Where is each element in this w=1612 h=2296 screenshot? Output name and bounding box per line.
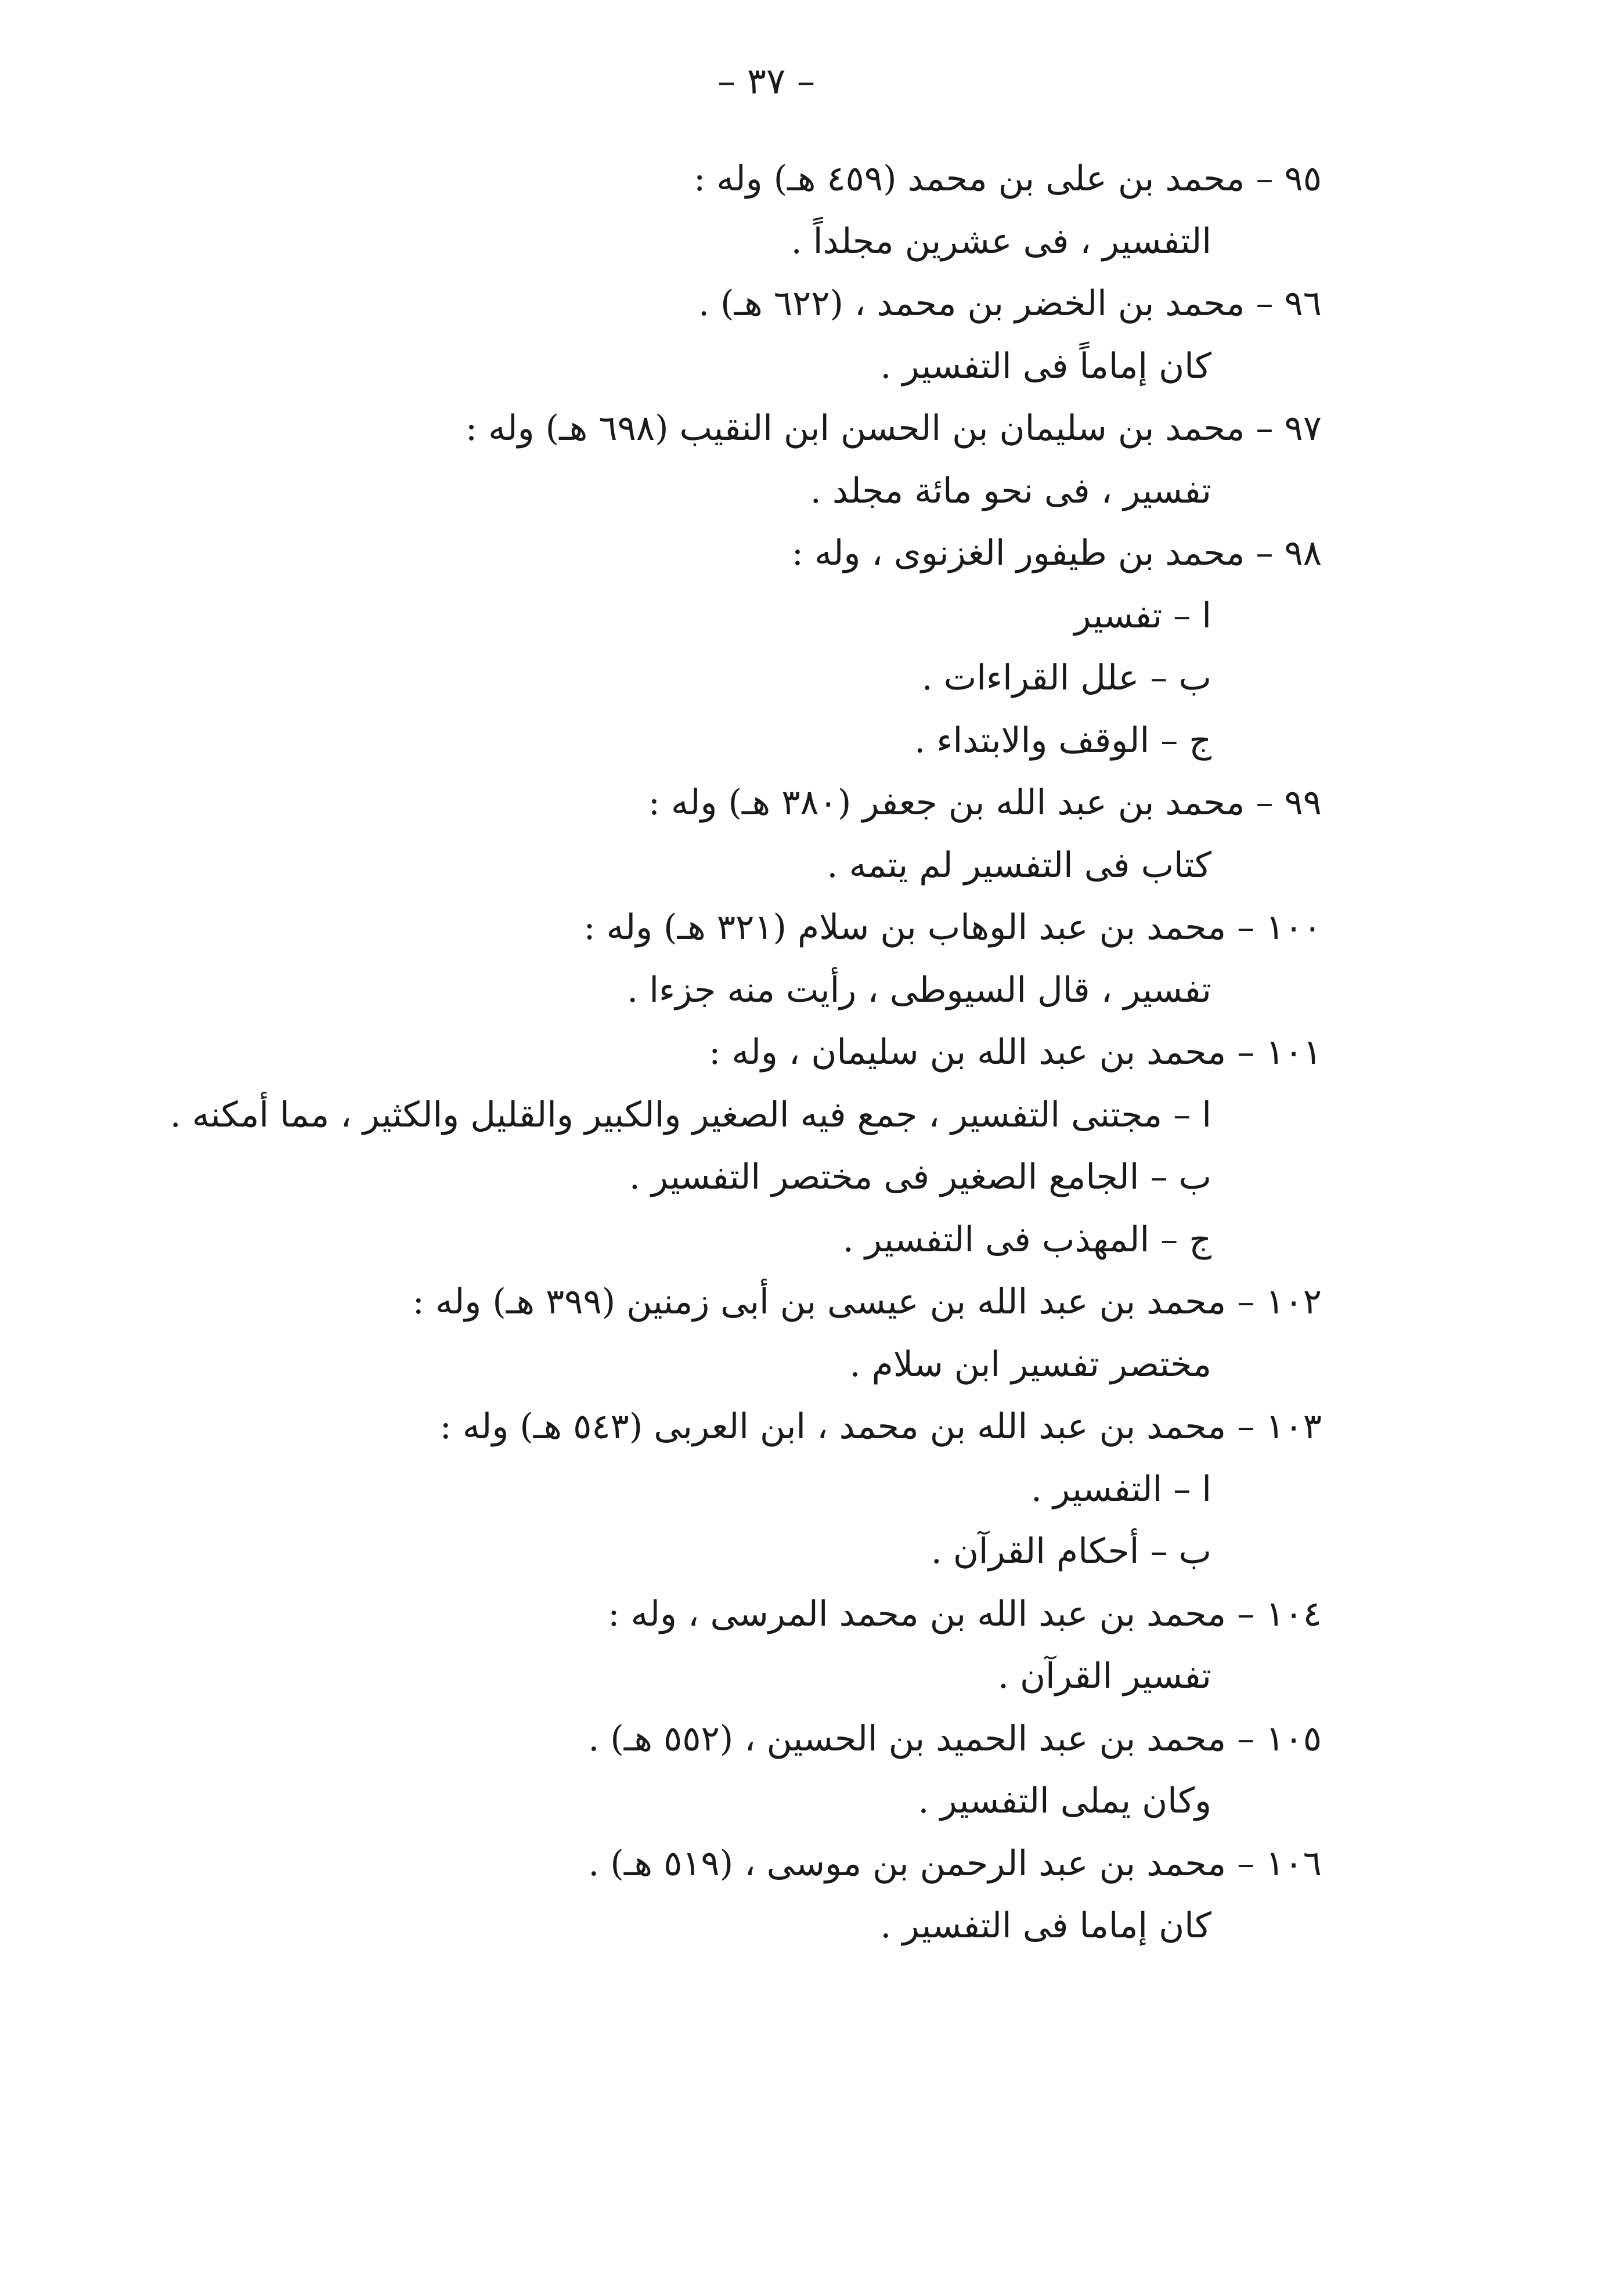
entry-98-item-c: ج – الوقف والابتداء . [914, 720, 1211, 761]
entry-95-detail: التفسير ، فى عشرين مجلداً . [791, 221, 1211, 262]
entry-102-detail: مختصر تفسير ابن سلام . [849, 1344, 1211, 1385]
entry-98-item-b: ب – علل القراءات . [921, 658, 1211, 698]
entry-96-detail: كان إماماً فى التفسير . [880, 345, 1211, 387]
entry-104-detail: تفسير القرآن . [997, 1656, 1211, 1696]
entry-95-heading: ٩٥ – محمد بن على بن محمد (٤٥٩ هـ) وله : [693, 158, 1322, 199]
entry-103-item-b: ب – أحكام القرآن . [931, 1531, 1211, 1572]
entry-97-heading: ٩٧ – محمد بن سليمان بن الحسن ابن النقيب (٦٩٨ هـ) وله : [465, 408, 1322, 449]
entry-99-detail: كتاب فى التفسير لم يتمه . [827, 844, 1211, 886]
entry-103-item-a: ا – التفسير . [1030, 1468, 1211, 1510]
entry-104-heading: ١٠٤ – محمد بن عبد الله بن محمد المرسى ، وله : [608, 1593, 1322, 1634]
entry-103-heading: ١٠٣ – محمد بن عبد الله بن محمد ، ابن العربى (٥٤٣ هـ) وله : [439, 1406, 1322, 1447]
entry-100-heading: ١٠٠ – محمد بن عبد الوهاب بن سلام (٣٢١ هـ) وله : [583, 907, 1322, 948]
entry-102-heading: ١٠٢ – محمد بن عبد الله بن عيسى بن أبى زمنين (٣٩٩ هـ) وله : [412, 1281, 1322, 1322]
entry-97-detail: تفسير ، فى نحو مائة مجلد . [810, 470, 1211, 511]
entry-96-heading: ٩٦ – محمد بن الخضر بن محمد ، (٦٢٢ هـ) . [698, 283, 1322, 324]
entry-101-heading: ١٠١ – محمد بن عبد الله بن سليمان ، وله : [709, 1032, 1322, 1073]
entries-list [16, 148, 1322, 1958]
entry-105-heading: ١٠٥ – محمد بن عبد الحميد بن الحسين ، (٥٥٢ هـ) . [588, 1718, 1322, 1759]
entry-101-item-b: ب – الجامع الصغير فى مختصر التفسير . [629, 1157, 1211, 1197]
entry-105-detail: وكان يملى التفسير . [918, 1781, 1211, 1821]
entry-100-detail: تفسير ، قال السيوطى ، رأيت منه جزءا . [627, 969, 1211, 1010]
entry-106-detail: كان إماما فى التفسير . [880, 1905, 1211, 1946]
page-number: – ٣٧ – [717, 60, 816, 102]
entry-98-item-a: ا – تفسير [1074, 595, 1211, 636]
entry-106-heading: ١٠٦ – محمد بن عبد الرحمن بن موسى ، (٥١٩ هـ) . [588, 1843, 1322, 1884]
entry-101-item-c: ج – المهذب فى التفسير . [842, 1219, 1211, 1260]
entry-99-heading: ٩٩ – محمد بن عبد الله بن جعفر (٣٨٠ هـ) وله : [648, 782, 1322, 823]
entry-101-item-a: ا – مجتنى التفسير ، جمع فيه الصغير والكبير والقليل والكثير ، مما أمكنه . [170, 1094, 1211, 1135]
entry-98-heading: ٩٨ – محمد بن طيفور الغزنوى ، وله : [791, 533, 1322, 573]
